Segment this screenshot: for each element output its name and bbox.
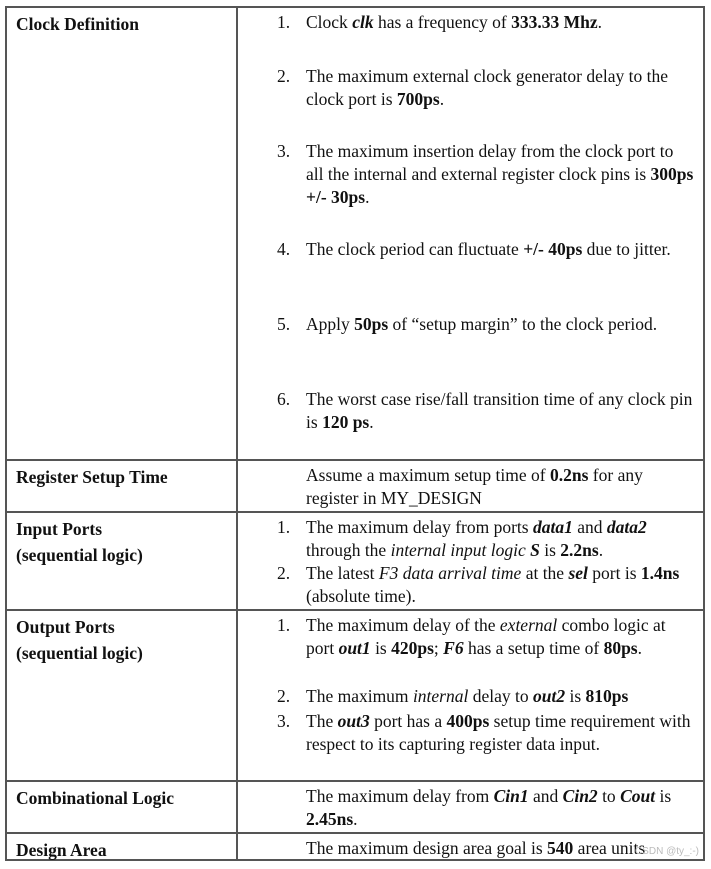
list-text: The maximum insertion delay from the clock port to all the internal and external register clock pins is 300ps +/- 30ps. — [306, 141, 694, 207]
table-row-combinational-logic — [7, 780, 703, 832]
row-content — [238, 461, 703, 511]
table-row-design-area — [7, 832, 703, 859]
list-text: Apply 50ps of “setup margin” to the clock period. — [306, 314, 658, 334]
row-content — [238, 611, 703, 780]
row-label — [7, 611, 238, 780]
list-text: The maximum internal delay to out2 is 810ps — [306, 686, 629, 706]
list-number: 1. — [277, 517, 291, 537]
row-label-line: (sequential logic) — [16, 545, 143, 565]
row-label-line: Input Ports — [16, 519, 103, 539]
table-row-clock-definition — [7, 8, 703, 459]
row-text: Assume a maximum setup time of 0.2ns for any register in MY_DESIGN — [306, 465, 643, 508]
table-row-register-setup-time — [7, 459, 703, 511]
list-text: Clock clk has a frequency of 333.33 Mhz. — [306, 12, 602, 32]
list-number: 2. — [277, 686, 291, 706]
list-text: The latest F3 data arrival time at the sel port is 1.4ns (absolute time). — [306, 563, 680, 606]
list-number: 4. — [277, 239, 291, 259]
watermark: CSDN @ty_:-) — [634, 846, 699, 857]
row-content — [238, 513, 703, 609]
row-label-line: (sequential logic) — [16, 643, 143, 663]
row-label: Register Setup Time — [7, 461, 238, 511]
list-text: The maximum delay of the external combo logic at port out1 is 420ps; F6 has a setup time of 80ps. — [306, 615, 666, 658]
list-number: 5. — [277, 314, 291, 334]
list-text: The worst case rise/fall transition time of any clock pin is 120 ps. — [306, 389, 693, 432]
row-content — [238, 834, 703, 859]
row-content — [238, 782, 703, 832]
row-label-line: Output Ports — [16, 617, 115, 637]
table-row-input-ports — [7, 511, 703, 609]
row-label — [7, 513, 238, 609]
constraints-table — [5, 6, 705, 861]
row-text: The maximum design area goal is 540 area units — [306, 838, 646, 858]
row-text: The maximum delay from Cin1 and Cin2 to Cout is 2.45ns. — [306, 786, 672, 829]
list-number: 1. — [277, 12, 291, 32]
row-label: Combinational Logic — [7, 782, 238, 832]
row-label: Design Area — [7, 834, 238, 859]
list-text: The maximum external clock generator delay to the clock port is 700ps. — [306, 66, 669, 109]
list-number: 2. — [277, 563, 291, 583]
row-content — [238, 8, 703, 459]
list-text: The clock period can fluctuate +/- 40ps due to jitter. — [306, 239, 671, 259]
list-text: The maximum delay from ports data1 and data2 through the internal input logic S is 2.2ns. — [306, 517, 647, 560]
list-number: 3. — [277, 711, 291, 731]
list-number: 2. — [277, 66, 291, 86]
list-text: The out3 port has a 400ps setup time requirement with respect to its capturing register data input. — [306, 711, 691, 754]
list-number: 1. — [277, 615, 291, 635]
list-number: 3. — [277, 141, 291, 161]
table-row-output-ports — [7, 609, 703, 780]
row-label: Clock Definition — [7, 8, 238, 459]
list-number: 6. — [277, 389, 291, 409]
